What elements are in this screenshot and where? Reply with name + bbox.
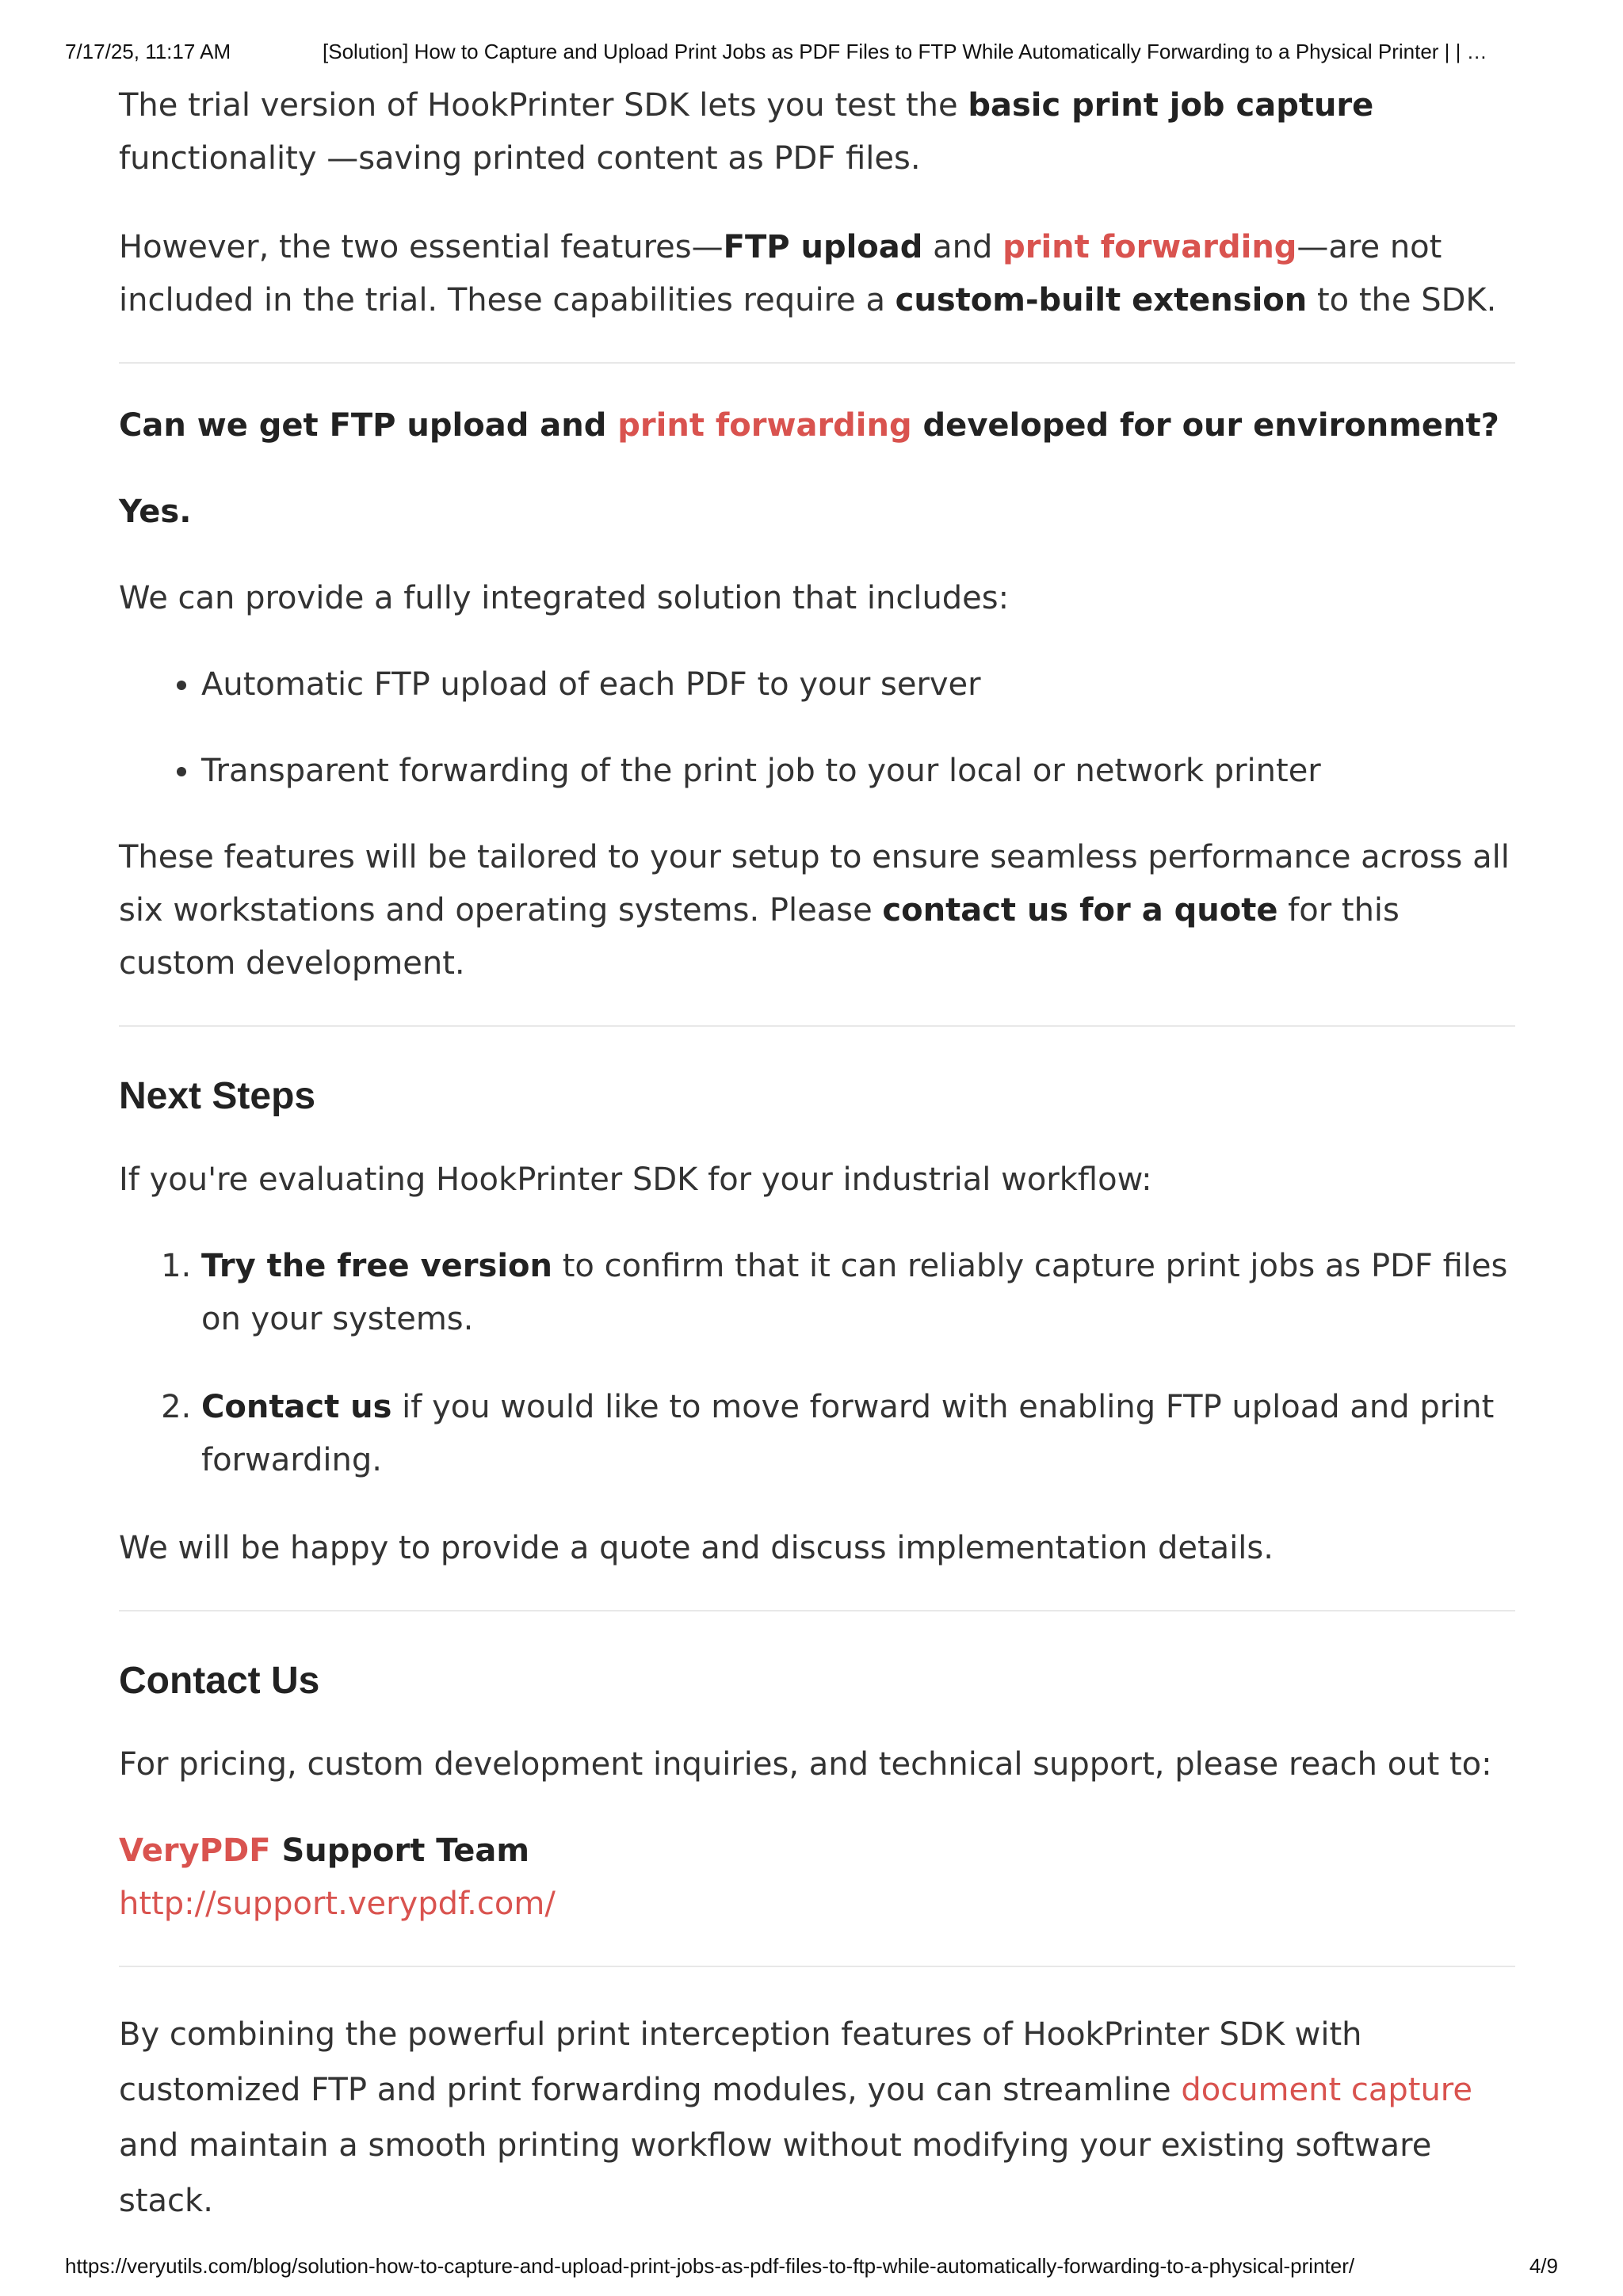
print-datetime: 7/17/25, 11:17 AM [65, 40, 231, 63]
page-number: 4/9 [1529, 2254, 1558, 2278]
paragraph-tailored: These features will be tailored to your setup to ensure seamless performance across all six workstations and operating systems. Please contact us for a quote for this custom development. [119, 839, 1510, 982]
print-header [65, 40, 1558, 64]
verypdf-link[interactable]: VeryPDF [119, 1833, 271, 1869]
footer-url: https://veryutils.com/blog/solution-how-to-capture-and-upload-print-jobs-as-pdf-files-to-ftp-while-automatically-forwarding-to-a-physical-printer/ [65, 2254, 1355, 2278]
list-item: • Automatic FTP upload of each PDF to your server [201, 658, 1515, 711]
support-url-link[interactable]: http://support.verypdf.com/ [119, 1886, 556, 1922]
list-item: 1. Try the free version to confirm that it can reliably capture print jobs as PDF files on your systems. [201, 1240, 1515, 1346]
paragraph-trial: The trial version of HookPrinter SDK lets you test the basic print job capture functionality —saving printed content as PDF files. [119, 87, 1374, 177]
support-block: VeryPDF Support Team http://support.verypdf.com/ [119, 1833, 556, 1922]
divider [119, 362, 1515, 364]
list-item: 2. Contact us if you would like to move forward with enabling FTP upload and print forwarding. [201, 1381, 1515, 1487]
print-footer [65, 2254, 1558, 2279]
steps-list [119, 1240, 1515, 1487]
print-page-title: [Solution] How to Capture and Upload Print Jobs as PDF Files to FTP While Automatically Forwarding to a Physical Printer | | … [323, 40, 1487, 63]
print-forwarding-link[interactable]: print forwarding [1002, 229, 1297, 265]
answer-yes: Yes. [119, 494, 192, 530]
article-body [119, 79, 1515, 2229]
question-heading: Can we get FTP upload and print forwarding developed for our environment? [119, 407, 1499, 444]
paragraph-happy: We will be happy to provide a quote and discuss implementation details. [119, 1530, 1274, 1566]
paragraph-evaluating: If you're evaluating HookPrinter SDK for your industrial workflow: [119, 1161, 1152, 1198]
divider [119, 1966, 1515, 1967]
paragraph-closing: By combining the powerful print interception features of HookPrinter SDK with customized FTP and print forwarding modules, you can streamline document capture and maintain a smooth printing workflow without modifying your existing software stack. [119, 2016, 1472, 2219]
feature-list [119, 658, 1515, 798]
divider [119, 1610, 1515, 1611]
paragraph-contact-intro: For pricing, custom development inquiries, and technical support, please reach out to: [119, 1746, 1492, 1783]
contact-heading: Contact Us [119, 1660, 320, 1702]
divider [119, 1025, 1515, 1027]
paragraph-provide: We can provide a fully integrated solution that includes: [119, 580, 1010, 616]
paragraph-features: However, the two essential features—FTP upload and print forwarding—are not included in the trial. These capabilities require a custom-built extension to the SDK. [119, 229, 1497, 318]
print-forwarding-link[interactable]: print forwarding [617, 407, 912, 444]
document-capture-link[interactable]: document capture [1181, 2072, 1472, 2108]
next-steps-heading: Next Steps [119, 1075, 316, 1117]
list-item: • Transparent forwarding of the print job to your local or network printer [201, 745, 1515, 798]
